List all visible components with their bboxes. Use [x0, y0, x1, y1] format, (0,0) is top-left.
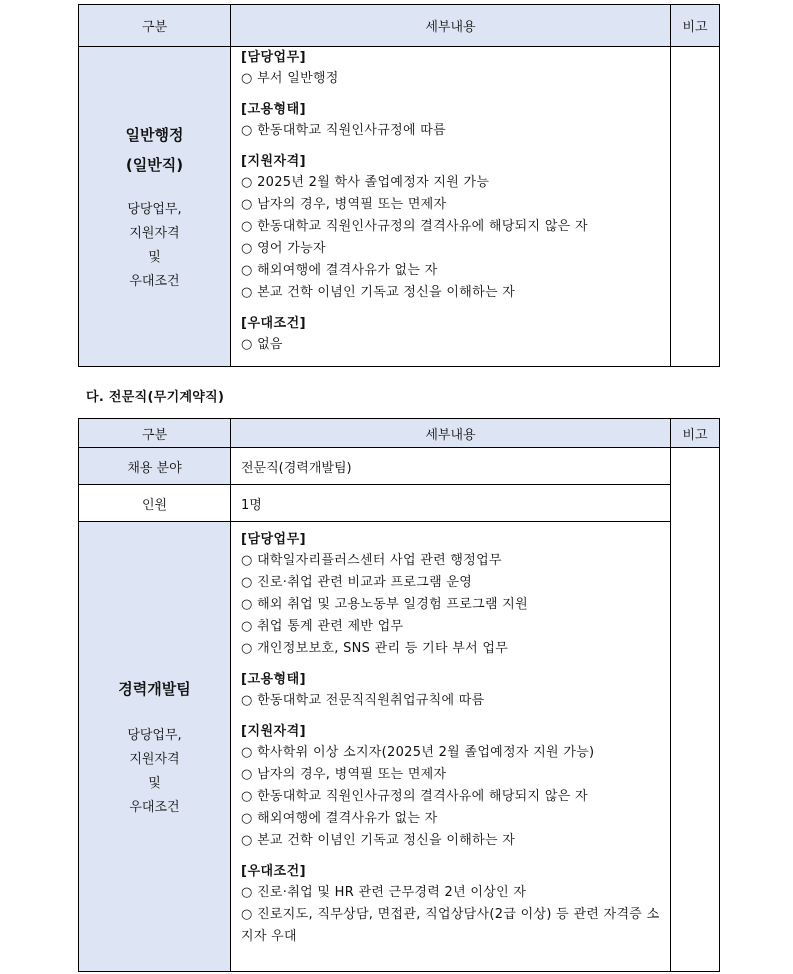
- category-title: 경력개발팀: [118, 679, 191, 698]
- category-sub-line: 지원자격: [129, 225, 180, 241]
- category-cell: [79, 47, 231, 367]
- list-item: ○ 본교 건학 이념인 기독교 정신을 이해하는 자: [241, 833, 516, 848]
- section-qualifications: [241, 722, 662, 852]
- count-label-cell: 인원: [79, 485, 231, 522]
- category-sub-line: 우대조건: [129, 799, 180, 815]
- count-value-cell: 1명: [231, 485, 671, 522]
- list-item: ○ 대학일자리플러스센터 사업 관련 행정업무: [241, 553, 502, 568]
- list-item: ○ 남자의 경우, 병역필 또는 면제자: [241, 767, 447, 782]
- field-label-cell: 채용 분야: [79, 448, 231, 485]
- category-sub-line: 및: [148, 249, 161, 265]
- section-title: [지원자격]: [241, 154, 307, 169]
- list-item: ○ 부서 일반행정: [241, 71, 339, 86]
- remarks-cell: [671, 47, 720, 367]
- section-title: [지원자격]: [241, 724, 307, 739]
- section-preferences: [241, 862, 662, 948]
- list-item: ○ 해외여행에 결격사유가 없는 자: [241, 811, 438, 826]
- section-qualifications: [241, 152, 662, 304]
- field-value-cell: 전문직(경력개발팀): [231, 448, 671, 485]
- section-employment-type: [241, 670, 662, 712]
- category-sub-line: 당당업무,: [127, 201, 182, 217]
- category-sub-line: 당당업무,: [127, 727, 182, 743]
- general-admin-table: [78, 4, 720, 367]
- list-item: ○ 진로·취업 및 HR 관련 근무경력 2년 이상인 자: [241, 885, 527, 900]
- section-duties: [241, 530, 662, 660]
- list-item: ○ 해외 취업 및 고용노동부 일경험 프로그램 지원: [241, 597, 528, 612]
- section-title: [고용형태]: [241, 102, 307, 117]
- category-sub-line: 및: [148, 775, 161, 791]
- category-subtitle: (일반직): [125, 155, 184, 174]
- list-item: ○ 진로·취업 관련 비교과 프로그램 운영: [241, 575, 473, 590]
- category-sub-line: 지원자격: [129, 751, 180, 767]
- section-preferences: [241, 314, 662, 356]
- section-title: [고용형태]: [241, 672, 307, 687]
- list-item: ○ 영어 가능자: [241, 241, 326, 256]
- list-item: ○ 개인정보보호, SNS 관리 등 기타 부서 업무: [241, 641, 509, 656]
- details-cell: [231, 47, 671, 367]
- header-category: 구분: [79, 419, 231, 448]
- section-title: [우대조건]: [241, 316, 307, 331]
- remarks-cell: [671, 448, 720, 972]
- section-title: [우대조건]: [241, 864, 307, 879]
- section-heading: 다. 전문직(무기계약직): [86, 390, 225, 405]
- list-item: ○ 진로지도, 직무상담, 면접관, 직업상담사(2급 이상) 등 관련 자격증 소지자 우대: [241, 907, 660, 944]
- list-item: ○ 남자의 경우, 병역필 또는 면제자: [241, 197, 447, 212]
- section-employment-type: [241, 100, 662, 142]
- details-cell: [231, 522, 671, 972]
- list-item: ○ 한동대학교 직원인사규정의 결격사유에 해당되지 않은 자: [241, 789, 588, 804]
- header-remarks: 비고: [671, 5, 720, 47]
- section-title: [담당업무]: [241, 50, 307, 65]
- section-title: [담당업무]: [241, 532, 307, 547]
- list-item: ○ 2025년 2월 학사 졸업예정자 지원 가능: [241, 175, 490, 190]
- list-item: ○ 한동대학교 직원인사규정에 따름: [241, 123, 446, 138]
- list-item: ○ 한동대학교 전문직직원취업규칙에 따름: [241, 693, 485, 708]
- header-details: 세부내용: [231, 419, 671, 448]
- category-title: 일반행정: [125, 125, 184, 144]
- section-duties: [241, 48, 662, 90]
- list-item: ○ 없음: [241, 337, 283, 352]
- professional-table: [78, 418, 720, 972]
- list-item: ○ 한동대학교 직원인사규정의 결격사유에 해당되지 않은 자: [241, 219, 588, 234]
- list-item: ○ 취업 통계 관련 제반 업무: [241, 619, 404, 634]
- header-category: 구분: [79, 5, 231, 47]
- category-cell: [79, 522, 231, 972]
- header-details: 세부내용: [231, 5, 671, 47]
- list-item: ○ 해외여행에 결격사유가 없는 자: [241, 263, 438, 278]
- list-item: ○ 학사학위 이상 소지자(2025년 2월 졸업예정자 지원 가능): [241, 745, 595, 760]
- category-sub-line: 우대조건: [129, 273, 180, 289]
- list-item: ○ 본교 건학 이념인 기독교 정신을 이해하는 자: [241, 285, 516, 300]
- header-remarks: 비고: [671, 419, 720, 448]
